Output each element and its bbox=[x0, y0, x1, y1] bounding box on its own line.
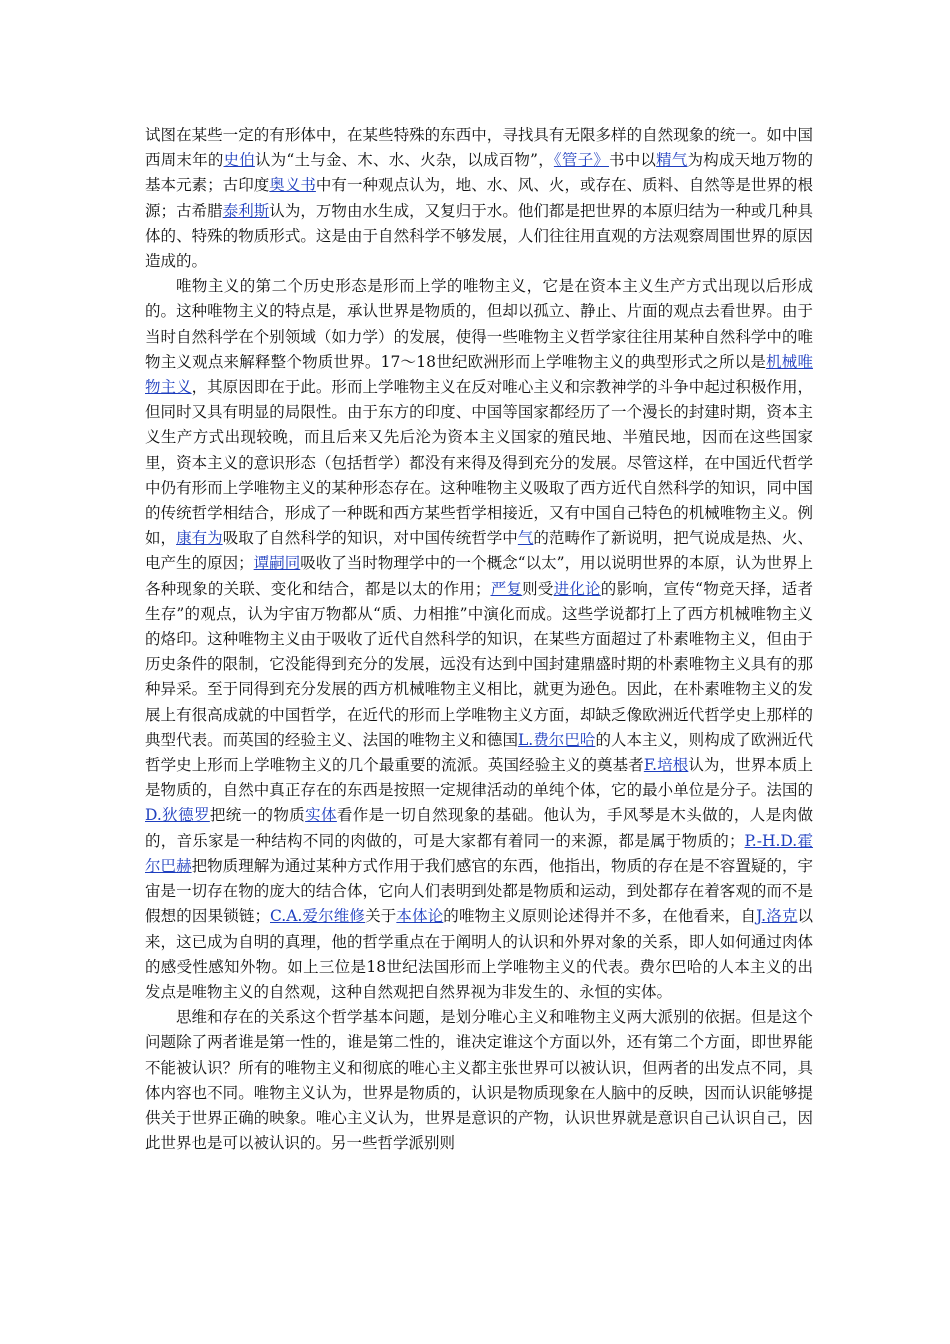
hyperlink[interactable]: 实体 bbox=[305, 806, 337, 825]
text-segment: 的范畴作了新说明，把气说成是热、火、电产生的原因； bbox=[145, 529, 813, 573]
hyperlink[interactable]: 严复 bbox=[490, 579, 523, 598]
hyperlink[interactable]: P.-H.D.霍尔巴赫 bbox=[145, 831, 813, 875]
text-segment: 中有一种观点认为，地、水、风、火，或存在、质料、自然等是世界的根源；古希腊 bbox=[145, 176, 813, 220]
text-segment: 把物质理解为通过某种方式作用于我们感官的东西，他指出，物质的存在是不容置疑的，宇宙是一切存在物的庞大的结合体，它向人们表明到处都是物质和运动，到处都存在着客观的而不是假想的因果锁链； bbox=[145, 856, 813, 926]
text-segment: 以来，这已成为自明的真理，他的哲学重点在于阐明人的认识和外界对象的关系，即人如何通过肉体的感受性感知外物。如上三位是18世纪法国形而上学唯物主义的代表。费尔巴哈的人本主义的出发点是唯物主义的自然观，这种自然观把自然界视为非发生的、永恒的实体。 bbox=[145, 907, 813, 1001]
text-segment: 认为“土与金、木、水、火杂，以成百物”， bbox=[254, 151, 554, 170]
text-segment: 为构成天地万物的基本元素；古印度 bbox=[145, 151, 813, 195]
hyperlink[interactable]: 机械唯物主义 bbox=[145, 352, 813, 397]
hyperlink[interactable]: 进化论 bbox=[553, 579, 601, 598]
hyperlink[interactable]: 本体论 bbox=[396, 907, 444, 926]
text-segment: 的影响，宣传“物竞天择，适者生存”的观点，认为宇宙万物都从“质、力相推”中演化而成。这些学说都打上了西方机械唯物主义的烙印。这种唯物主义由于吸收了近代自然科学的知识，在某些方面超过了朴素唯物主义，但由于历史条件的限制，它没能得到充分的发展，远没有达到中国封建鼎盛时期的朴素唯物主义具有的那种异采。至于同得到充分发展的西方机械唯物主义相比，就更为逊色。因此，在朴素唯物主义的发展上有很高成就的中国哲学，在近代的形而上学唯物主义方面，却缺乏像欧洲近代哲学史上那样的典型代表。而英国的经验主义、法国的唯物主义和德国 bbox=[145, 579, 813, 749]
hyperlink[interactable]: 史伯 bbox=[223, 151, 255, 170]
text-segment: 认为，万物由水生成，又复归于水。他们都是把世界的本原归结为一种或几种具体的、特殊的物质形式。这是由于自然科学不够发展，人们往往用直观的方法观察周围世界的原因造成的。 bbox=[145, 201, 813, 271]
text-segment: 关于 bbox=[365, 907, 397, 926]
hyperlink[interactable]: 康有为 bbox=[176, 529, 223, 548]
text-segment: ，其原因即在于此。形而上学唯物主义在反对唯心主义和宗教神学的斗争中起过积极作用，但同时又具有明显的局限性。由于东方的印度、中国等国家都经历了一个漫长的封建时期，资本主义生产方式出现较晚，而且后来又先后沦为资本主义国家的殖民地、半殖民地，因而在这些国家里，资本主义的意识形态（包括哲学）都没有来得及得到充分的发展。尽管这样，在中国近代哲学中仍有形而上学唯物主义的某种形态存在。这种唯物主义吸取了西方近代自然科学的知识，同中国的传统哲学相结合，形成了一种既和西方某些哲学相接近，又有中国自己特色的机械唯物主义。例如， bbox=[145, 378, 813, 548]
text-segment: 看作是一切自然现象的基础。他认为，手风琴是木头做的，人是肉做的，音乐家是一种结构不同的肉做的，可是大家都有着同一的来源，都是属于物质的； bbox=[145, 806, 813, 850]
hyperlink[interactable]: J.洛克 bbox=[756, 907, 798, 926]
hyperlink[interactable]: 气 bbox=[517, 529, 534, 548]
text-segment: 吸取了自然科学的知识，对中国传统哲学中 bbox=[222, 529, 518, 548]
hyperlink[interactable]: 谭嗣同 bbox=[253, 554, 301, 573]
paragraph-2 bbox=[145, 274, 813, 1005]
hyperlink[interactable]: 精气 bbox=[656, 151, 688, 170]
hyperlink[interactable]: 泰利斯 bbox=[222, 201, 270, 220]
text-segment: 的人本主义，则构成了欧洲近代哲学史上形而上学唯物主义的几个最重要的流派。英国经验主义的奠基者 bbox=[145, 730, 813, 775]
text-segment: 的唯物主义原则论述得并不多，在他看来，自 bbox=[443, 907, 757, 926]
text-segment: 思维和存在的关系这个哲学基本问题，是划分唯心主义和唯物主义两大派别的依据。但是这个问题除了两者谁是第一性的，谁是第二性的，谁决定谁这个方面以外，还有第二个方面，即世界能不能被认识？所有的唯物主义和彻底的唯心主义都主张世界可以被认识，但两者的出发点不同，具体内容也不同。唯物主义认为，世界是物质的，认识是物质现象在人脑中的反映，因而认识能够提供关于世界正确的映象。唯心主义认为，世界是意识的产物，认识世界就是意识自己认识自己，因此世界也是可以被认识的。另一些哲学派别则 bbox=[145, 1008, 813, 1153]
paragraph-3 bbox=[145, 1005, 813, 1156]
text-segment: 唯物主义的第二个历史形态是形而上学的唯物主义，它是在资本主义生产方式出现以后形成的。这种唯物主义的特点是，承认世界是物质的，但却以孤立、静止、片面的观点去看世界。由于当时自然科学在个别领域（如力学）的发展，使得一些唯物主义哲学家往往用某种自然科学中的唯物主义观点来解释整个物质世界。17～18世纪欧洲形而上学唯物主义的典型形式之所以是 bbox=[145, 277, 813, 371]
text-segment: 试图在某些一定的有形体中，在某些特殊的东西中，寻找具有无限多样的自然现象的统一。如中国西周末年的 bbox=[145, 126, 813, 170]
hyperlink[interactable]: F.培根 bbox=[643, 756, 689, 775]
hyperlink[interactable]: 奥义书 bbox=[269, 176, 316, 195]
text-segment: 吸收了当时物理学中的一个概念“以太”，用以说明世界的本原，认为世界上各种现象的关联、变化和结合，都是以太的作用； bbox=[145, 554, 813, 598]
text-segment: 把统一的物质 bbox=[209, 806, 306, 825]
hyperlink[interactable]: L.费尔巴哈 bbox=[518, 730, 596, 749]
document-body bbox=[145, 123, 813, 1156]
hyperlink[interactable]: C.A.爱尔维修 bbox=[270, 907, 366, 926]
hyperlink[interactable]: 《管子》 bbox=[553, 151, 609, 170]
text-segment: 书中以 bbox=[608, 151, 657, 170]
text-segment: 则受 bbox=[522, 579, 554, 598]
hyperlink[interactable]: D.狄德罗 bbox=[145, 806, 210, 825]
paragraph-1 bbox=[145, 123, 813, 274]
text-segment: 认为，世界本质上是物质的，自然中真正存在的东西是按照一定规律活动的单纯个体，它的最小单位是分子。法国的 bbox=[145, 756, 813, 800]
